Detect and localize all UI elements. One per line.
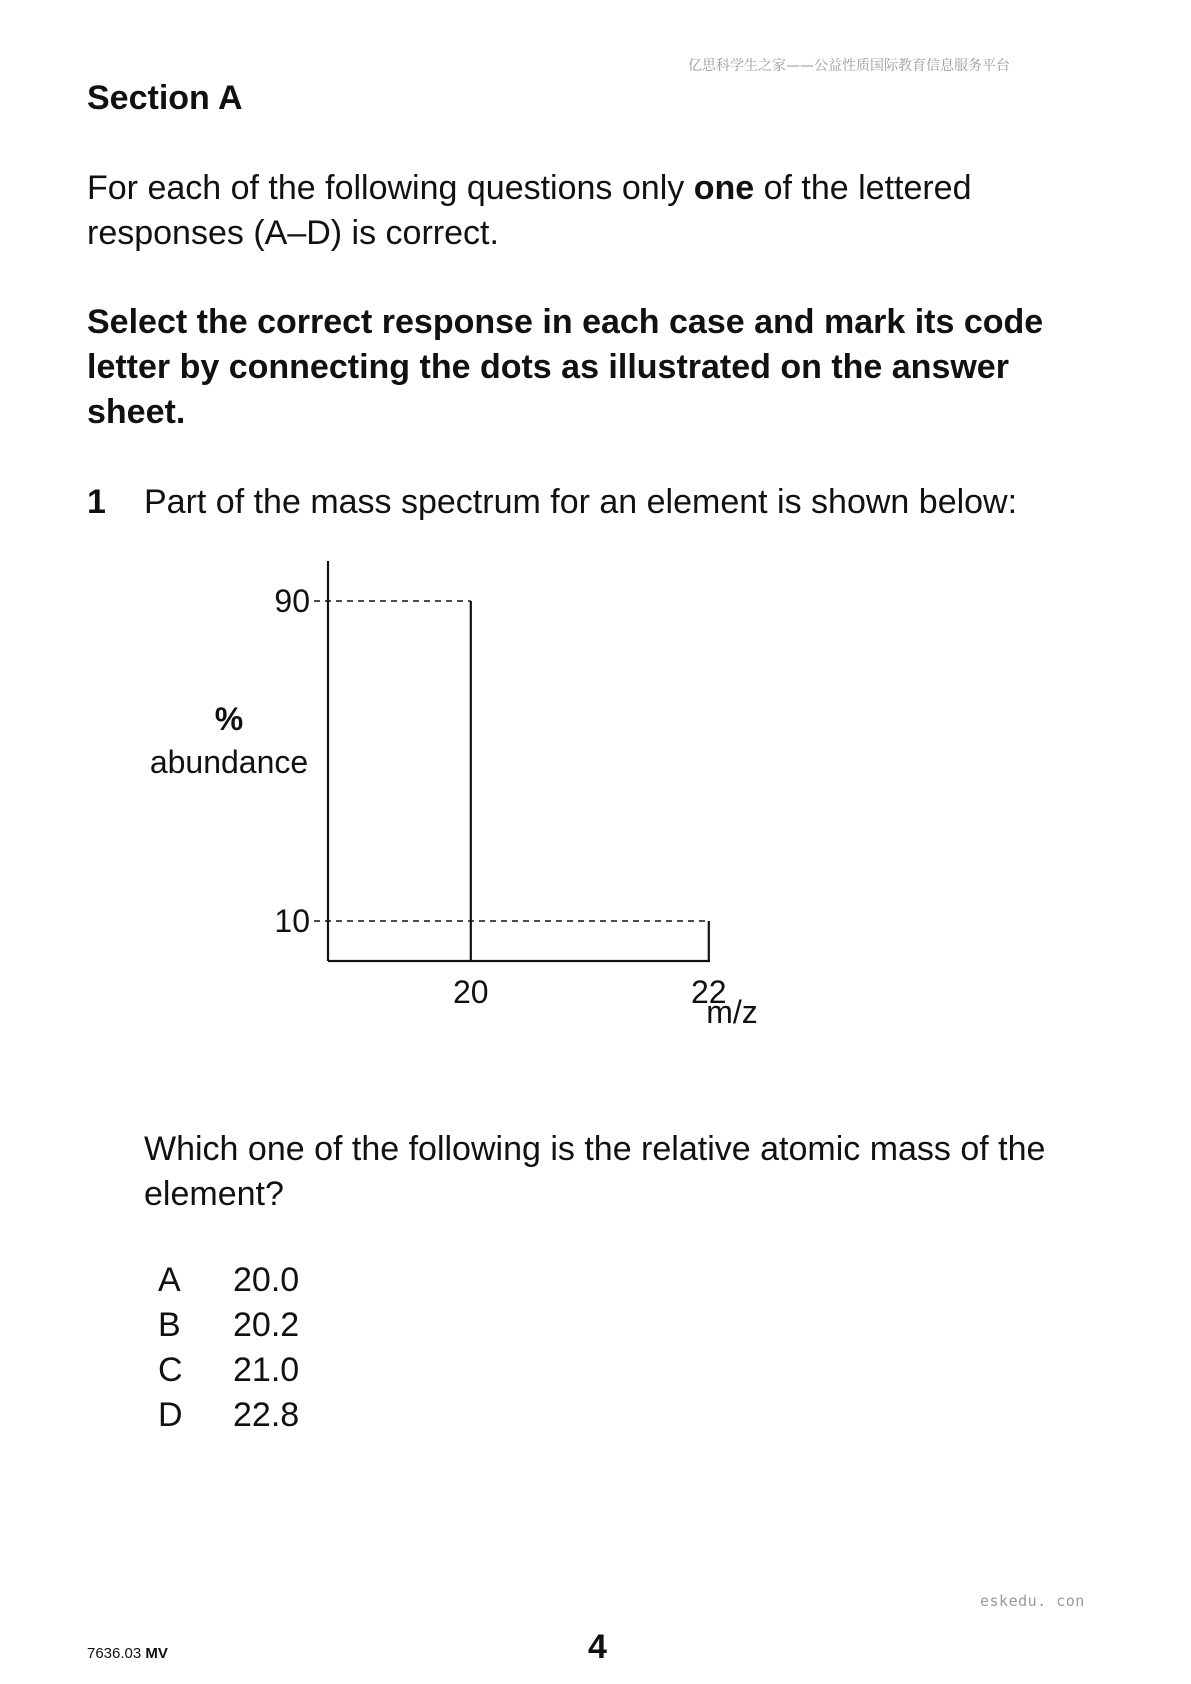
x-tick-label: 20 [453, 974, 489, 1010]
paper-code [87, 1645, 168, 1662]
watermark-bottom-text: eskedu. con [980, 1592, 1085, 1610]
option-letter: B [158, 1306, 181, 1344]
option-value: 21.0 [233, 1351, 300, 1389]
x-tick-label: 22 [691, 974, 727, 1010]
intro-text-after: of the lettered responses (A–D) is correct. [87, 169, 972, 252]
page-number: 4 [588, 1628, 607, 1666]
watermark-top-text: 亿思科学生之家——公益性质国际教育信息服务平台 [688, 58, 1010, 74]
intro-text-before: For each of the following questions only [87, 169, 694, 207]
answer-options [158, 1258, 299, 1438]
option-value: 22.8 [233, 1396, 300, 1434]
question-number: 1 [87, 483, 106, 521]
y-axis-label-percent: % [214, 701, 244, 737]
option-value: 20.2 [233, 1306, 300, 1344]
option-value: 20.0 [233, 1261, 300, 1299]
y-tick-label: 10 [274, 903, 310, 939]
y-tick-label: 90 [274, 583, 310, 619]
option-letter: A [158, 1261, 181, 1299]
option-d [158, 1393, 299, 1438]
mass-spectrum-chart [0, 540, 1191, 1060]
intro-paragraph [87, 166, 1087, 256]
x-axis-label: m/z [706, 994, 758, 1030]
intro-text-emphasis: one [693, 169, 755, 207]
option-a [158, 1258, 299, 1303]
y-axis-label-abundance: abundance [149, 744, 309, 780]
instruction-paragraph: Select the correct response in each case and mark its code letter by connecting the dots as illustrated on the answer sheet. [87, 303, 1044, 431]
question-stem: Part of the mass spectrum for an element is shown below: [144, 483, 1018, 521]
question-prompt: Which one of the following is the relative atomic mass of the element? [144, 1130, 1046, 1213]
section-title: Section A [87, 79, 243, 117]
chart-layer [150, 561, 758, 1030]
option-letter: C [158, 1351, 183, 1389]
option-c [158, 1348, 299, 1393]
option-letter: D [158, 1396, 183, 1434]
paper-code-number: 7636.03 [87, 1645, 142, 1662]
option-b [158, 1303, 299, 1348]
paper-code-suffix: MV [145, 1645, 168, 1662]
